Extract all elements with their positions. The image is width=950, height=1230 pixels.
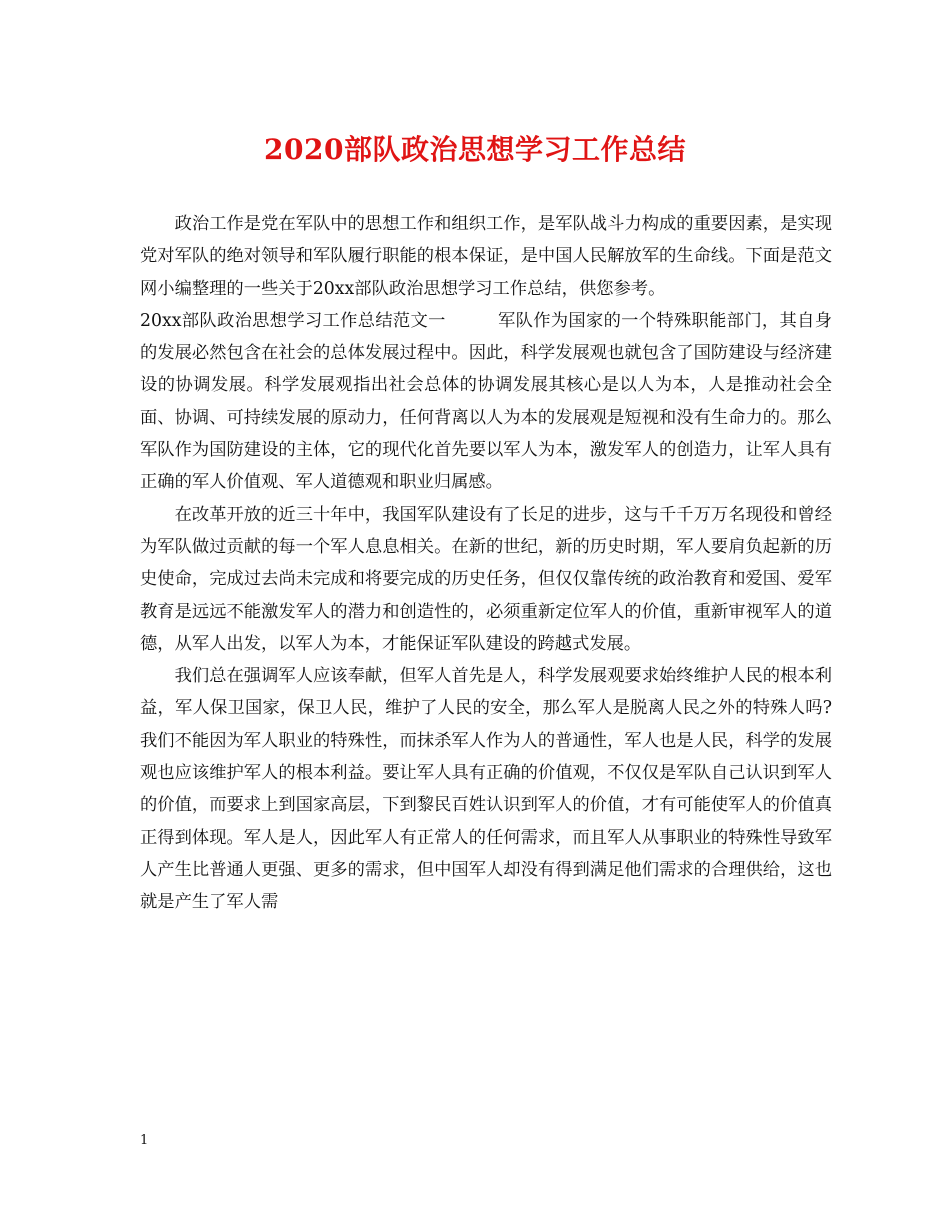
document-body — [140, 208, 832, 919]
page-title: 2020部队政治思想学习工作总结 — [264, 133, 686, 166]
section-block — [140, 305, 832, 499]
body-paragraph: 在改革开放的近三十年中，我国军队建设有了长足的进步，这与千千万万名现役和曾经为军队做过贡献的每一个军人息息相关。在新的世纪，新的历史时期，军人要肩负起新的历史使命，完成过去尚未完成和将要完成的历史任务，但仅仅靠传统的政治教育和爱国、爱军教育是远远不能激发军人的潜力和创造性的，必须重新定位军人的价值，重新审视军人的道德，从军人出发，以军人为本，才能保证军队建设的跨越式发展。 — [140, 504, 832, 654]
body-paragraph: 我们总在强调军人应该奉献，但军人首先是人，科学发展观要求始终维护人民的根本利益，军人保卫国家，保卫人民，维护了人民的安全，那么军人是脱离人民之外的特殊人吗?我们不能因为军人职业的特殊性，而抹杀军人作为人的普通性，军人也是人民，科学的发展观也应该维护军人的根本利益。要让军人具有正确的价值观，不仅仅是军队自己认识到军人的价值，而要求上到国家高层，下到黎民百姓认识到军人的价值，才有可能使军人的价值真正得到体现。军人是人，因此军人有正常人的任何需求，而且军人从事职业的特殊性导致军人产生比普通人更强、更多的需求，但中国军人却没有得到满足他们需求的合理供给，这也就是产生了军人需 — [140, 666, 832, 913]
page-number: 1 — [140, 1133, 149, 1148]
section-lead-text: 军队作为国家的一个特殊职能部门，其自身的发展必然包含在社会的总体发展过程中。因此，科学发展观也就包含了国防建设与经济建设的协调发展。科学发展观指出社会总体的协调发展其核心是以人为本，人是推动社会全面、协调、可持续发展的原动力，任何背离以人为本的发展观是短视和没有生命力的。那么军队作为国防建设的主体，它的现代化首先要以军人为本，激发军人的创造力，让军人具有正确的军人价值观、军人道德观和职业归属感。 — [140, 310, 832, 493]
intro-paragraph: 政治工作是党在军队中的思想工作和组织工作，是军队战斗力构成的重要因素，是实现党对军队的绝对领导和军队履行职能的根本保证，是中国人民解放军的生命线。下面是范文网小编整理的一些关于20xx部队政治思想学习工作总结，供您参考。 — [140, 214, 832, 299]
section-heading: 20xx部队政治思想学习工作总结范文一 — [140, 310, 446, 331]
